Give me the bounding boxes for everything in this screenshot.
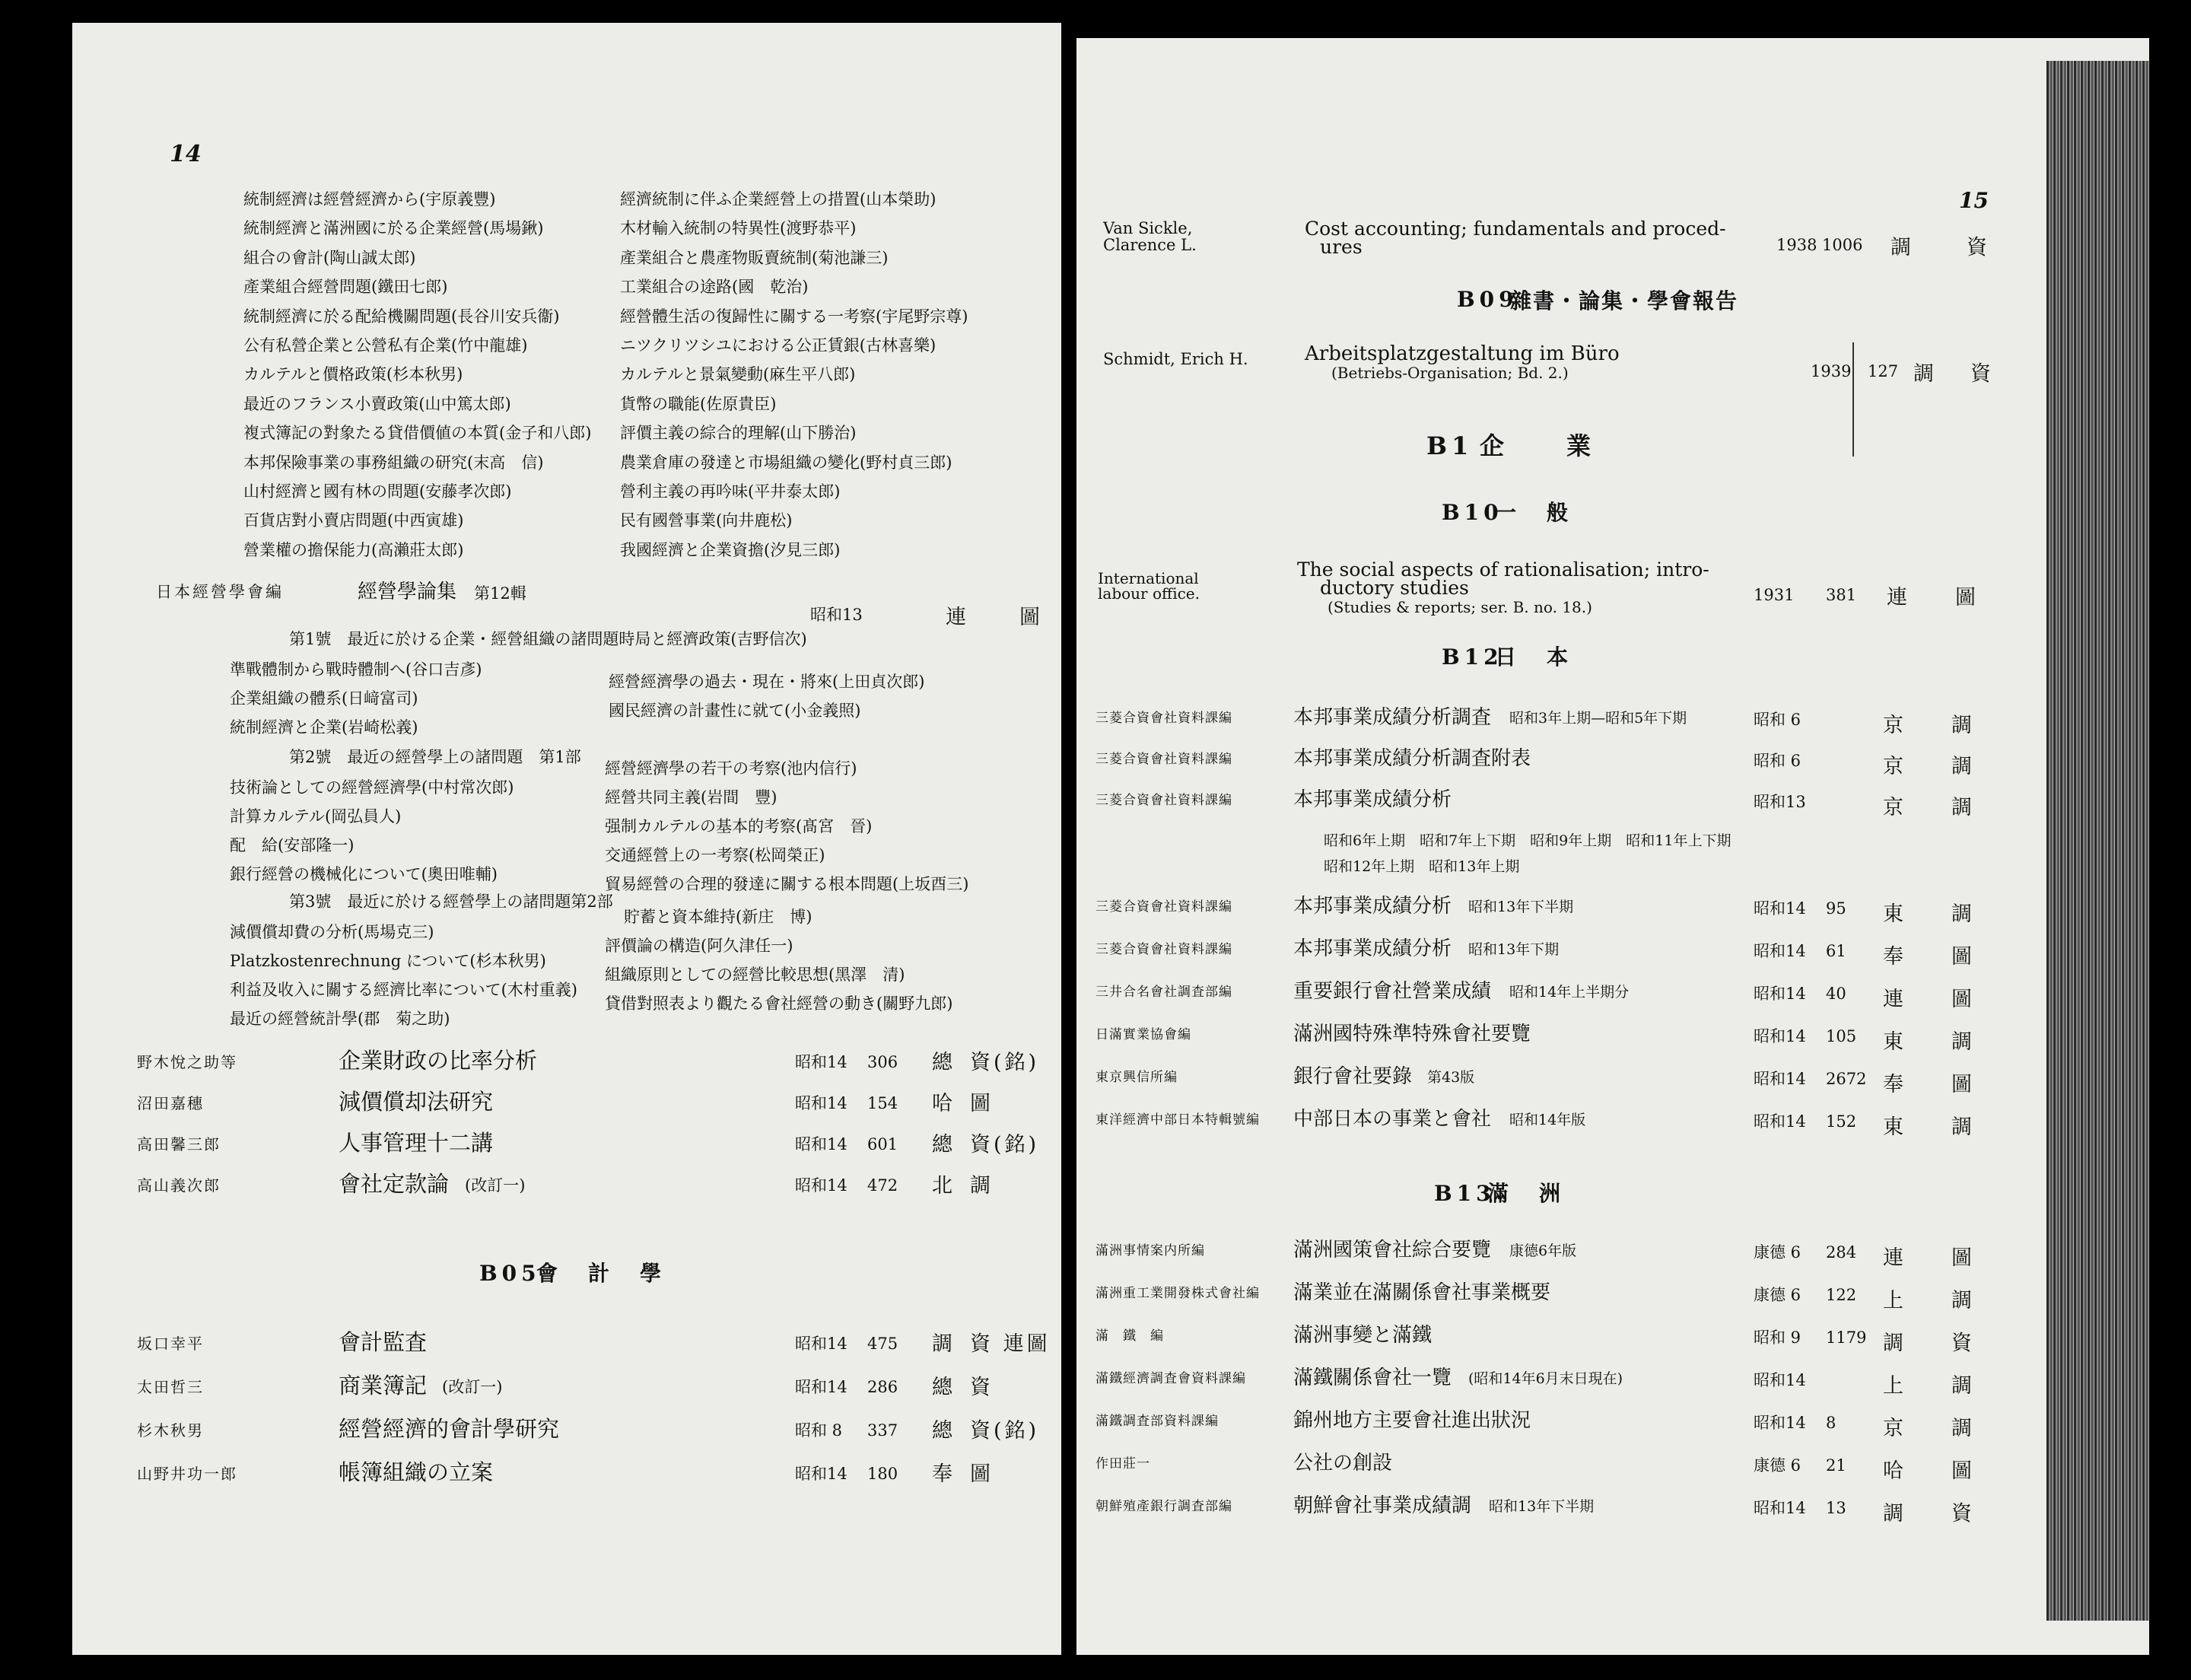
library-code: 資 [1970, 362, 1994, 386]
library-code: 圖 [1019, 606, 1043, 629]
contents-item: 我國經濟と企業資擔(汐見三郎) [620, 540, 841, 559]
library-code: 京 [1883, 714, 1906, 737]
library-code: 資(銘) [970, 1051, 1040, 1074]
book-author: 朝鮮殖產銀行調査部編 [1096, 1499, 1232, 1514]
page-number: 15 [1959, 188, 1989, 213]
library-code: 總 [932, 1376, 956, 1399]
section-code: B09 [1457, 287, 1518, 312]
issue-header: 第1號 最近に於ける企業・經營組織の諸問題時局と經濟政策(吉野信次) [289, 630, 807, 648]
book-pages: 1006 [1822, 236, 1863, 254]
contents-item: 貯蓄と資本維持(新庄 博) [624, 908, 812, 926]
contents-item: 强制カルテルの基本的考察(髙宮 晉) [605, 817, 873, 835]
contents-item: 經濟統制に伴ふ企業經營上の措置(山本榮助) [620, 190, 937, 208]
library-code: 調 [1951, 1417, 1975, 1440]
book-author: Van Sickle, [1103, 219, 1193, 237]
book-title: Arbeitsplatzgestaltung im Büro [1305, 342, 1620, 365]
issue-header: 第3號 最近に於ける經營學上の諸問題第2部 [289, 892, 613, 911]
contents-item: Platzkostenrechnung について(杉本秋男) [230, 952, 546, 970]
contents-item: 貸借對照表より觀たる會社經營の動き(關野九郎) [605, 994, 953, 1013]
contents-item: 統制經濟と企業(岩崎松義) [230, 718, 418, 737]
book-pages: 122 [1826, 1286, 1857, 1304]
library-code: 資(銘) [970, 1133, 1040, 1157]
book-pages: 13 [1826, 1499, 1846, 1517]
book-title: 帳簿組織の立案 [339, 1459, 494, 1485]
book-pages: 337 [867, 1421, 898, 1440]
contents-item: 經營體生活の復歸性に關する一考察(宇尾野宗尊) [620, 307, 968, 326]
book-author: 東京興信所編 [1096, 1070, 1178, 1085]
library-code: 調 [1951, 1115, 1975, 1139]
book-pages: 95 [1826, 899, 1846, 918]
book-year: 昭和14 [795, 1176, 847, 1195]
book-note: (改訂一) [465, 1176, 526, 1195]
library-code: 奉 [1883, 1073, 1906, 1096]
library-code: 調 [1951, 1030, 1975, 1054]
book-author: 滿鐵調査部資料課編 [1096, 1414, 1219, 1429]
journal-volume: 第12輯 [474, 584, 526, 603]
library-code: 奉 [1883, 945, 1906, 969]
book-author: 三菱合資會社資料課編 [1096, 793, 1232, 808]
book-title: 滿鐵關係會社一覽 [1293, 1367, 1452, 1389]
library-code: 總 [932, 1051, 956, 1074]
page-edge [2046, 61, 2149, 1621]
library-code: 東 [1883, 902, 1906, 926]
book-year: 康德 6 [1754, 1286, 1801, 1304]
book-year: 昭和14 [1754, 942, 1806, 960]
book-title: 重要銀行會社營業成績 [1293, 980, 1492, 1003]
library-code: 連 [946, 606, 969, 629]
library-code: 哈 [932, 1092, 956, 1115]
contents-item: カルテルと價格政策(杉本秋男) [243, 365, 463, 384]
book-title: Cost accounting; fundamentals and proced- [1305, 218, 1726, 240]
book-note: 康德6年版 [1509, 1242, 1577, 1259]
book-author: 日滿實業協會編 [1096, 1027, 1191, 1042]
contents-item: 木材輸入統制の特異性(渡野恭平) [620, 219, 857, 238]
library-code: 京 [1883, 755, 1906, 778]
library-code: 資 [1951, 1502, 1975, 1526]
book-author: 野木悅之助等 [137, 1053, 237, 1071]
contents-item: 國民經濟の計畫性に就て(小金義照) [609, 702, 861, 720]
book-year: 昭和 9 [1754, 1328, 1801, 1347]
period-note: 昭和6年上期 昭和7年上下期 昭和9年上期 昭和11年上下期 [1324, 832, 1731, 849]
library-code: 連 [1883, 1246, 1906, 1270]
library-code: 調 [932, 1332, 956, 1356]
contents-item: 工業組合の途路(國 乾治) [620, 278, 809, 297]
book-title: 會計監査 [339, 1329, 428, 1355]
library-code: 資 [1951, 1332, 1975, 1355]
book-pages: 180 [867, 1465, 898, 1483]
library-code: 圖 [1951, 1246, 1975, 1270]
book-author: 三菱合資會社資料課編 [1096, 711, 1232, 726]
journal-editor: 日本經營學會編 [156, 583, 284, 601]
book-year: 昭和 8 [795, 1421, 843, 1440]
contents-item: 公有私營企業と公營私有企業(竹中龍雄) [243, 336, 528, 355]
book-author: 三菱合資會社資料課編 [1096, 942, 1232, 957]
contents-item: 民有國營事業(向井鹿松) [620, 511, 793, 530]
contents-item: 利益及收入に關する經濟比率について(木村重義) [230, 981, 577, 999]
contents-item: 貿易經營の合理的發達に關する根本問題(上坂酉三) [605, 875, 969, 893]
book-year: 昭和14 [1754, 1414, 1806, 1432]
section-title: 一 般 [1495, 500, 1573, 525]
book-title: 企業財政の比率分析 [339, 1048, 538, 1074]
library-code: 資 連圖 [970, 1332, 1051, 1356]
book-pages: 154 [867, 1094, 898, 1112]
book-year: 1939 [1811, 362, 1852, 380]
book-author: labour office. [1098, 584, 1200, 603]
contents-item: 營業權の擔保能力(高瀨莊太郎) [243, 540, 464, 559]
book-note: 昭和13年下半期 [1489, 1498, 1595, 1515]
book-title: 朝鮮會社事業成績調 [1293, 1494, 1472, 1517]
contents-item: 評價論の構造(阿久津任一) [605, 937, 793, 955]
book-title: 滿業並在滿關係會社事業概要 [1293, 1281, 1551, 1304]
journal-year: 昭和13 [810, 606, 863, 624]
contents-item: 貨幣の職能(佐原貴臣) [620, 394, 777, 413]
left-page [72, 23, 1061, 1655]
book-pages: 284 [1826, 1243, 1857, 1262]
book-year: 昭和14 [1754, 1499, 1806, 1517]
library-code: 調 [1883, 1332, 1906, 1355]
section-title: 企 業 [1480, 431, 1596, 460]
section-code: B12 [1442, 644, 1503, 670]
period-note: 昭和12年上期 昭和13年上期 [1324, 858, 1520, 875]
book-pages: 475 [867, 1335, 898, 1353]
contents-item: 統制經濟は經營經濟から(宇原義豐) [243, 190, 496, 208]
book-title: 本邦事業成績分析 [1293, 788, 1452, 811]
library-code: 調 [1951, 755, 1975, 778]
book-author: 東洋經濟中部日本特輯號編 [1096, 1112, 1260, 1128]
book-author: Schmidt, Erich H. [1103, 350, 1248, 368]
section-code: B10 [1442, 500, 1503, 525]
contents-item: 最近の經營統計學(郡 菊之助) [230, 1010, 450, 1028]
library-code: 調 [1951, 796, 1975, 819]
book-pages: 1179 [1826, 1328, 1867, 1347]
issue-header: 第2號 最近の經營學上の諸問題 第1部 [289, 748, 581, 766]
book-title: 本邦事業成績分析調査附表 [1293, 747, 1531, 770]
book-year: 昭和14 [795, 1094, 847, 1112]
section-title: 會 計 學 [536, 1261, 666, 1286]
book-title: 人事管理十二講 [339, 1130, 494, 1156]
contents-item: 銀行經營の機械化について(奧田唯輔) [230, 865, 498, 883]
library-code: 圖 [1955, 586, 1979, 609]
book-year: 昭和13 [1754, 793, 1806, 811]
library-code: 總 [932, 1419, 956, 1443]
contents-item: 農業倉庫の發達と市場組織の變化(野村貞三郎) [620, 453, 952, 472]
book-author: 滿 鐵 編 [1096, 1328, 1164, 1344]
contents-item: 經營經濟學の若干の考察(池内信行) [605, 759, 857, 778]
book-pages: 152 [1826, 1112, 1857, 1131]
book-title: 滿洲國特殊準特殊會社要覽 [1293, 1023, 1531, 1045]
book-author: 滿鐵經濟調査會資料課編 [1096, 1371, 1246, 1386]
book-title: 減價償却法研究 [339, 1089, 494, 1115]
book-author: 三菱合資會社資料課編 [1096, 752, 1232, 767]
contents-item: 減價償却費の分析(馬場克三) [230, 923, 434, 941]
book-year: 1938 [1776, 236, 1817, 254]
book-pages: 601 [867, 1135, 898, 1153]
book-year: 昭和 6 [1754, 711, 1801, 729]
book-pages: 40 [1826, 985, 1846, 1003]
contents-item: 組合の會計(陶山誠太郎) [243, 248, 416, 267]
library-code: 圖 [1951, 945, 1975, 969]
library-code: 圖 [1951, 988, 1975, 1011]
library-code: 奉 [932, 1462, 956, 1486]
book-title: 滿洲國策會社綜合要覽 [1293, 1239, 1492, 1262]
contents-item: カルテルと景氣變動(麻生平八郎) [620, 365, 856, 384]
contents-item: 最近のフランス小賣政策(山中篤太郎) [243, 394, 511, 413]
book-author: 高田馨三郎 [137, 1135, 221, 1153]
book-year: 昭和14 [1754, 1112, 1806, 1131]
book-year: 1931 [1754, 586, 1795, 604]
book-note: 昭和3年上期—昭和5年下期 [1509, 710, 1687, 727]
book-author: 作田莊一 [1096, 1456, 1150, 1472]
book-note: (昭和14年6月末日現在) [1468, 1370, 1623, 1387]
section-title: 日 本 [1495, 644, 1573, 670]
book-year: 康德 6 [1754, 1456, 1801, 1475]
page-number: 14 [170, 141, 202, 167]
library-code: 調 [1913, 362, 1937, 386]
section-code: B13 [1434, 1181, 1496, 1206]
book-author: 高山義次郎 [137, 1176, 221, 1195]
library-code: 上 [1883, 1289, 1906, 1312]
contents-item: 山村經濟と國有林の問題(安藤孝次郎) [243, 482, 512, 501]
book-title: 本邦事業成績分析 [1293, 895, 1452, 918]
library-code: 調 [1951, 714, 1975, 737]
book-year: 昭和14 [1754, 1027, 1806, 1045]
book-note: 昭和14年版 [1509, 1112, 1586, 1128]
book-title: ductory studies [1320, 577, 1469, 599]
book-title: 銀行會社要錄 [1293, 1065, 1413, 1088]
book-author: 三井合名會社調査部編 [1096, 985, 1232, 1000]
contents-item: 配 給(安部隆一) [230, 836, 355, 854]
book-author: 坂口幸平 [137, 1335, 204, 1353]
contents-item: 組織原則としての經營比較思想(黑澤 清) [605, 966, 905, 984]
book-year: 昭和14 [795, 1465, 847, 1483]
contents-item: 產業組合經營問題(鐵田七郎) [243, 278, 448, 297]
book-note: (改訂一) [442, 1378, 503, 1396]
book-year: 昭和14 [795, 1053, 847, 1071]
library-code: 資 [970, 1376, 994, 1399]
book-pages: 306 [867, 1053, 898, 1071]
book-note: 昭和13年下半期 [1468, 899, 1574, 915]
contents-item: 統制經濟に於る配給機關問題(長谷川安兵衞) [243, 307, 560, 326]
book-author: 沼田嘉穗 [137, 1094, 204, 1112]
book-pages: 472 [867, 1176, 898, 1195]
book-year: 康德 6 [1754, 1243, 1801, 1262]
library-code: 資 [1967, 236, 1990, 259]
library-code: 上 [1883, 1374, 1906, 1398]
library-code: 調 [970, 1174, 994, 1198]
book-title: 公社の創設 [1293, 1452, 1393, 1475]
book-author: 太田哲三 [137, 1378, 204, 1396]
contents-item: 交通經營上の一考察(松岡榮正) [605, 846, 825, 864]
book-year: 昭和14 [1754, 1070, 1806, 1088]
library-code: 圖 [970, 1462, 994, 1486]
library-code: 連 [1883, 988, 1906, 1011]
book-pages: 2672 [1826, 1070, 1867, 1088]
book-pages: 105 [1826, 1027, 1857, 1045]
book-year: 昭和14 [795, 1335, 847, 1353]
book-year: 昭和14 [795, 1135, 847, 1153]
book-note: 第43版 [1427, 1069, 1475, 1086]
contents-item: 統制經濟と滿洲國に於る企業經營(馬場鍬) [243, 219, 544, 238]
library-code: 總 [932, 1133, 956, 1157]
book-year: 昭和14 [1754, 899, 1806, 918]
book-title: 本邦事業成績分析 [1293, 937, 1452, 960]
contents-item: 本邦保險事業の事務組織の研究(末高 信) [243, 453, 544, 472]
library-code: 調 [1890, 236, 1914, 259]
book-pages: 21 [1826, 1456, 1846, 1475]
book-year: 昭和14 [1754, 985, 1806, 1003]
contents-item: 經營共同主義(岩間 豐) [605, 788, 778, 807]
library-code: 北 [932, 1174, 956, 1198]
contents-item: 計算カルテル(岡弘員人) [230, 807, 402, 826]
library-code: 連 [1887, 586, 1910, 609]
book-pages: 286 [867, 1378, 898, 1396]
library-code: 圖 [970, 1092, 994, 1115]
contents-item: ニツクリツシユにおける公正賃銀(古林喜樂) [620, 336, 937, 355]
book-pages: 127 [1868, 362, 1899, 380]
contents-item: 評價主義の綜合的理解(山下勝治) [620, 424, 857, 443]
book-title: 中部日本の事業と會社 [1293, 1108, 1492, 1131]
library-code: 東 [1883, 1030, 1906, 1054]
library-code: 圖 [1951, 1073, 1975, 1096]
section-title: 滿 洲 [1487, 1181, 1566, 1206]
book-author: 三菱合資會社資料課編 [1096, 899, 1232, 915]
section-code: B1 [1426, 431, 1474, 460]
book-author: 滿洲重工業開發株式會社編 [1096, 1286, 1260, 1301]
library-code: 調 [1951, 1289, 1975, 1312]
book-note: 昭和13年下期 [1468, 941, 1560, 958]
library-code: 調 [1951, 902, 1975, 926]
book-author: 滿洲事情案内所編 [1096, 1243, 1205, 1258]
book-subtitle: (Studies & reports; ser. B. no. 18.) [1328, 598, 1592, 616]
journal-title: 經營學論集 [358, 581, 457, 603]
library-code: 圖 [1951, 1459, 1975, 1483]
book-title: 商業簿記 [339, 1373, 428, 1398]
contents-item: 產業組合と農產物販賣統制(菊池謙三) [620, 248, 889, 267]
library-code: 調 [1951, 1374, 1975, 1398]
book-title: 滿洲事變と滿鐵 [1293, 1324, 1433, 1347]
contents-item: 營利主義の再吟味(平井泰太郎) [620, 482, 841, 501]
book-year: 昭和14 [1754, 1371, 1806, 1389]
book-year: 昭和14 [795, 1378, 847, 1396]
book-author: 杉木秋男 [137, 1421, 204, 1440]
library-code: 資(銘) [970, 1419, 1040, 1443]
library-code: 調 [1883, 1502, 1906, 1526]
library-code: 京 [1883, 796, 1906, 819]
contents-item: 準戰體制から戰時體制へ(谷口吉彥) [230, 660, 482, 679]
book-title: 會社定款論 [339, 1171, 450, 1197]
section-code: B05 [479, 1261, 541, 1286]
book-pages: 8 [1826, 1414, 1836, 1432]
library-code: 哈 [1883, 1459, 1906, 1483]
book-year: 昭和 6 [1754, 752, 1801, 770]
book-author: International [1098, 569, 1199, 587]
book-title: 經營經濟的會計學研究 [339, 1416, 560, 1442]
book-title: 錦州地方主要會社進出狀況 [1293, 1409, 1531, 1432]
book-subtitle: (Betriebs-Organisation; Bd. 2.) [1331, 364, 1569, 382]
margin-rule [1852, 342, 1854, 457]
book-title: ures [1320, 236, 1363, 258]
book-note: 昭和14年上半期分 [1509, 984, 1630, 1001]
library-code: 東 [1883, 1115, 1906, 1139]
section-title: 雜書・論集・學會報告 [1510, 288, 1739, 313]
book-pages: 381 [1826, 586, 1857, 604]
contents-item: 經營經濟學の過去・現在・將來(上田貞次郎) [609, 673, 925, 691]
right-page [1076, 38, 2149, 1655]
contents-item: 百貨店對小賣店問題(中西寅雄) [243, 511, 464, 530]
contents-item: 技術論としての經營經濟學(中村常次郎) [230, 778, 514, 797]
book-pages: 61 [1826, 942, 1846, 960]
book-title: The social aspects of rationalisation; intro- [1297, 558, 1709, 581]
book-author: Clarence L. [1103, 236, 1197, 254]
contents-item: 企業組織の體系(日﨑富司) [230, 689, 418, 708]
book-author: 山野井功一郎 [137, 1465, 237, 1483]
contents-item: 複式簿記の對象たる貸借價値の本質(金子和八郎) [243, 424, 592, 443]
book-title: 本邦事業成績分析調査 [1293, 706, 1492, 729]
library-code: 京 [1883, 1417, 1906, 1440]
